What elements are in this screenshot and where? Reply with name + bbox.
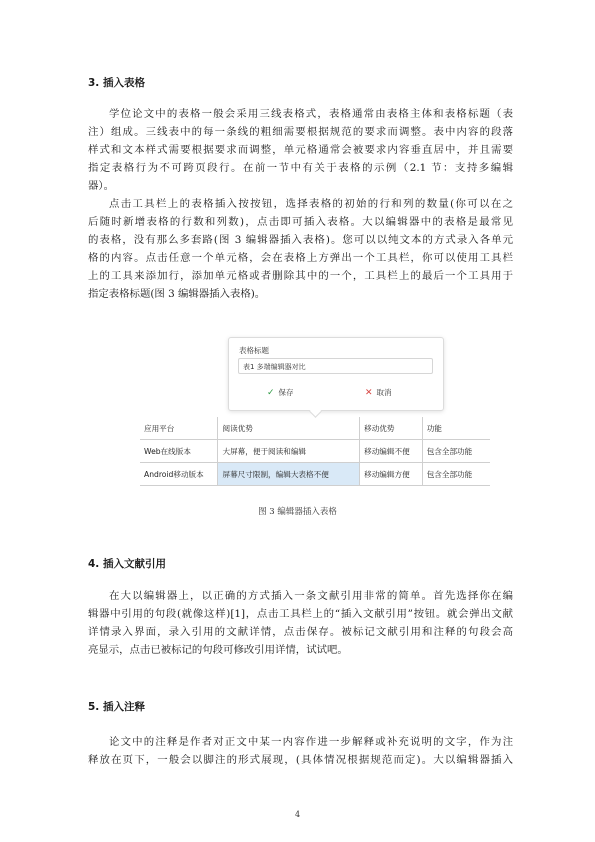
close-icon: ✕ <box>365 387 373 398</box>
table-cell[interactable]: Android移动版本 <box>140 463 218 486</box>
paragraph-line: 在大以编辑器上，以正确的方式插入一条文献引用非常的简单。首先选择你在编 <box>109 590 513 602</box>
table-cell[interactable]: 包含全部功能 <box>422 440 490 463</box>
table-row <box>140 440 490 463</box>
table-cell[interactable]: 移动编辑不便 <box>360 440 423 463</box>
paragraph-line: 亮显示，点击已被标记的句段可修改引用详情，试试吧。 <box>88 644 348 656</box>
table-cell-selected[interactable]: 屏幕尺寸限制，编辑大表格不便 <box>218 463 360 486</box>
cancel-button[interactable] <box>365 387 392 398</box>
section-heading-4: 4. 插入文献引用 <box>88 558 166 570</box>
paragraph-line: 后随时新增表格的行数和列数)，点击即可插入表格。大以编辑器中的表格是最常见 <box>88 216 513 228</box>
paragraph-line: 论文中的注释是作者对正文中某一内容作进一步解释或补充说明的文字，作为注 <box>109 736 513 748</box>
paragraph-line: 详情录入界面，录入引用的文献详情，点击保存。被标记文献引用和注释的句段会高 <box>88 626 513 638</box>
paragraph-line: 指定表格行为不可跨页段行。在前一节中有关于表格的示例（2.1 节：支持多编辑 <box>88 162 513 174</box>
table-cell[interactable]: 应用平台 <box>140 417 218 440</box>
table-cell[interactable]: 移动优势 <box>360 417 423 440</box>
save-label: 保存 <box>278 388 294 397</box>
paragraph-line: 点击工具栏上的表格插入按按钮，选择表格的初始的行和列的数量(你可以在之 <box>109 198 513 210</box>
paragraph-line: 器）。 <box>88 180 114 192</box>
table-cell[interactable]: 移动编辑方便 <box>360 463 423 486</box>
paragraph-line: 的表格，没有那么多套路(图 3 编辑器插入表格)。您可以以纯文本的方式录入各单元 <box>88 234 513 246</box>
comparison-table <box>140 417 490 486</box>
table-cell[interactable]: 包含全部功能 <box>422 463 490 486</box>
table-row <box>140 463 490 486</box>
table-cell[interactable]: 阅读优势 <box>218 417 360 440</box>
paragraph-line: 格的内容。点击任意一个单元格，会在表格上方弹出一个工具栏，你可以使用工具栏 <box>88 252 513 264</box>
section-heading-5: 5. 插入注释 <box>88 701 145 713</box>
paragraph-line: 释放在页下，一般会以脚注的形式展现，(具体情况根据规范而定)。大以编辑器插入 <box>88 754 513 766</box>
caption-input[interactable]: 表1 多端编辑器对比 <box>238 358 433 374</box>
paragraph-line: 学位论文中的表格一般会采用三线表格式，表格通常由表格主体和表格标题（表 <box>109 108 513 120</box>
table-cell[interactable]: Web在线版本 <box>140 440 218 463</box>
table-row <box>140 417 490 440</box>
paragraph-line: 上的工具来添加行，添加单元格或者删除其中的一个，工具栏上的最后一个工具用于 <box>88 270 513 282</box>
check-icon: ✓ <box>267 387 275 398</box>
figure-caption: 图 3 编辑器插入表格 <box>258 507 337 517</box>
popup-title: 表格标题 <box>239 346 269 355</box>
page-number: 4 <box>294 810 301 819</box>
table-caption-popup <box>228 337 444 411</box>
table-cell[interactable]: 大屏幕，便于阅读和编辑 <box>218 440 360 463</box>
paragraph-line: 样式和文本样式需要根据要求而调整，单元格通常会被要求内容垂直居中，并且需要 <box>88 144 513 156</box>
cancel-label: 取消 <box>376 388 392 397</box>
paragraph-line: 注）组成。三线表中的每一条线的粗细需要根据规范的要求而调整。表中内容的段落 <box>88 126 513 138</box>
section-heading-3: 3. 插入表格 <box>88 77 145 89</box>
paragraph-line: 辑器中引用的句段(就像这样)[1]，点击工具栏上的“插入文献引用”按钮。就会弹出文献 <box>88 608 513 620</box>
table-cell[interactable]: 功能 <box>422 417 490 440</box>
figure-editor-table <box>140 335 490 485</box>
save-button[interactable] <box>267 387 294 398</box>
paragraph-line: 指定表格标题(图 3 编辑器插入表格)。 <box>88 288 266 300</box>
